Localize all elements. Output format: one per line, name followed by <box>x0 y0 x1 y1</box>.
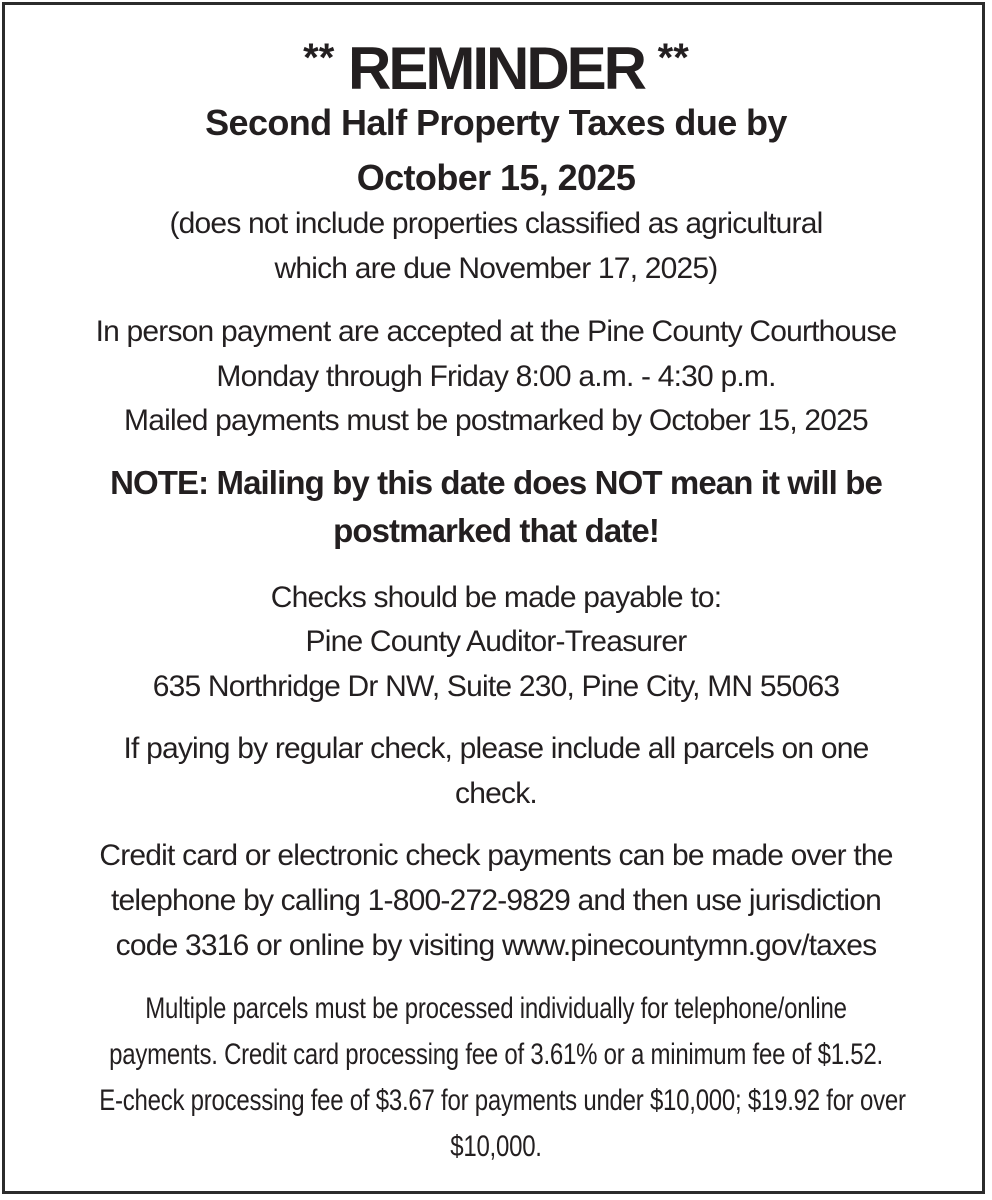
checks-address: 635 Northridge Dr NW, Suite 230, Pine City, MN 55063 <box>152 670 840 703</box>
heading-line-2: October 15, 2025 <box>356 157 636 198</box>
checks-line-1: Checks should be made payable to: <box>270 581 722 614</box>
regular-check-line-1: If paying by regular check, please include all parcels on one <box>123 732 869 765</box>
electronic-line-3: code 3316 or online by visiting www.pinecountymn.gov/taxes <box>115 929 877 962</box>
heading-line-1: Second Half Property Taxes due by <box>205 102 787 143</box>
in-person-line-1: In person payment are accepted at the Pine County Courthouse <box>95 315 897 348</box>
title-word: REMINDER <box>347 35 644 102</box>
fees-line-1: Multiple parcels must be processed individually for telephone/online <box>145 992 847 1025</box>
exception-line-2: which are due November 17, 2025) <box>274 252 718 285</box>
mailed-line: Mailed payments must be postmarked by October 15, 2025 <box>124 404 868 437</box>
in-person-line-2: Monday through Friday 8:00 a.m. - 4:30 p.m. <box>216 360 776 393</box>
title-stars-right: ** <box>657 36 689 80</box>
note-line-2: postmarked that date! <box>333 512 659 549</box>
note-line-1: NOTE: Mailing by this date does NOT mean it will be <box>110 464 882 501</box>
fees-line-3: E-check processing fee of $3.67 for payments under $10,000; $19.92 for over <box>99 1084 906 1117</box>
reminder-title <box>0 20 992 107</box>
title-stars-left: ** <box>303 36 335 80</box>
fees-line-2: payments. Credit card processing fee of 3.61% or a minimum fee of $1.52. <box>109 1038 883 1071</box>
fees-line-4: $10,000. <box>450 1130 542 1163</box>
electronic-line-2: telephone by calling 1-800-272-9829 and then use jurisdiction <box>110 884 882 917</box>
exception-line-1: (does not include properties classified as agricultural <box>169 207 823 240</box>
regular-check-line-2: check. <box>455 777 537 810</box>
electronic-line-1: Credit card or electronic check payments can be made over the <box>99 839 893 872</box>
checks-payee: Pine County Auditor-Treasurer <box>305 625 687 658</box>
